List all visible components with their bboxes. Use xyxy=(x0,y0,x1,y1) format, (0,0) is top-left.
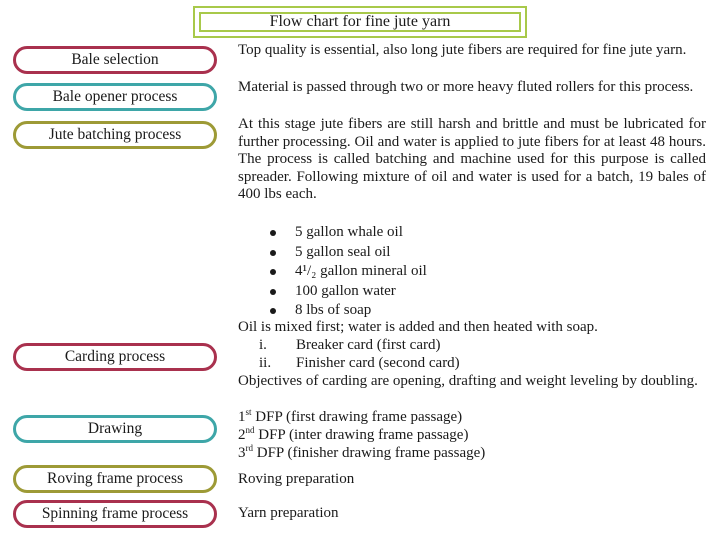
list-item xyxy=(238,354,460,372)
ordinal: 3 xyxy=(238,445,246,461)
list-text: Breaker card (first card) xyxy=(296,337,441,353)
spinning-text: Yarn preparation xyxy=(238,505,339,521)
roving-text: Roving preparation xyxy=(238,471,355,487)
list-text: DFP (first drawing frame passage) xyxy=(251,409,463,425)
step-jute-batching: Jute batching process xyxy=(13,121,217,149)
step-drawing: Drawing xyxy=(13,415,217,443)
ordinal-suffix: nd xyxy=(245,425,255,435)
list-item xyxy=(238,444,485,462)
step-bale-opener: Bale opener process xyxy=(13,83,217,111)
carding-list xyxy=(238,336,460,372)
list-item: 8 lbs of soap xyxy=(238,301,427,321)
batching-text: At this stage jute fibers are still harsh and brittle and must be lubricated for further processing. Oil and water is applied to jute fibers for at least 48 hours. The process is called batching and machine used for this purpose is called spreader. Following mixture of oil and water is used for a batch, 19 bales of 400 lbs each. xyxy=(238,116,706,203)
ordinal-suffix: st xyxy=(245,407,252,417)
ordinal: 2 xyxy=(238,427,246,443)
bale-selection-text: Top quality is essential, also long jute fibers are required for fine jute yarn. xyxy=(238,42,687,58)
batching-list xyxy=(238,223,427,321)
list-number: i. xyxy=(259,337,267,353)
page-title: Flow chart for fine jute yarn xyxy=(199,12,521,32)
list-item xyxy=(238,336,460,354)
list-number: ii. xyxy=(259,355,272,371)
carding-objectives: Objectives of carding are opening, drafting and weight leveling by doubling. xyxy=(238,373,698,389)
step-carding: Carding process xyxy=(13,343,217,371)
step-spinning-frame: Spinning frame process xyxy=(13,500,217,528)
step-roving-frame: Roving frame process xyxy=(13,465,217,493)
list-item xyxy=(238,426,485,444)
bale-opener-text: Material is passed through two or more heavy fluted rollers for this process. xyxy=(238,79,694,95)
title-box xyxy=(193,6,527,38)
list-text: DFP (finisher drawing frame passage) xyxy=(253,445,486,461)
ordinal-suffix: rd xyxy=(245,443,253,453)
drawing-list xyxy=(238,408,485,462)
list-item xyxy=(238,408,485,426)
ordinal: 1 xyxy=(238,409,246,425)
step-bale-selection: Bale selection xyxy=(13,46,217,74)
list-item: 5 gallon seal oil xyxy=(238,243,427,263)
list-text: DFP (inter drawing frame passage) xyxy=(254,427,469,443)
batching-note: Oil is mixed first; water is added and then heated with soap. xyxy=(238,319,598,335)
list-item: 100 gallon water xyxy=(238,282,427,302)
list-item: 5 gallon whale oil xyxy=(238,223,427,243)
list-text: Finisher card (second card) xyxy=(296,355,460,371)
list-item: 4¹/₂ gallon mineral oil xyxy=(238,262,427,282)
